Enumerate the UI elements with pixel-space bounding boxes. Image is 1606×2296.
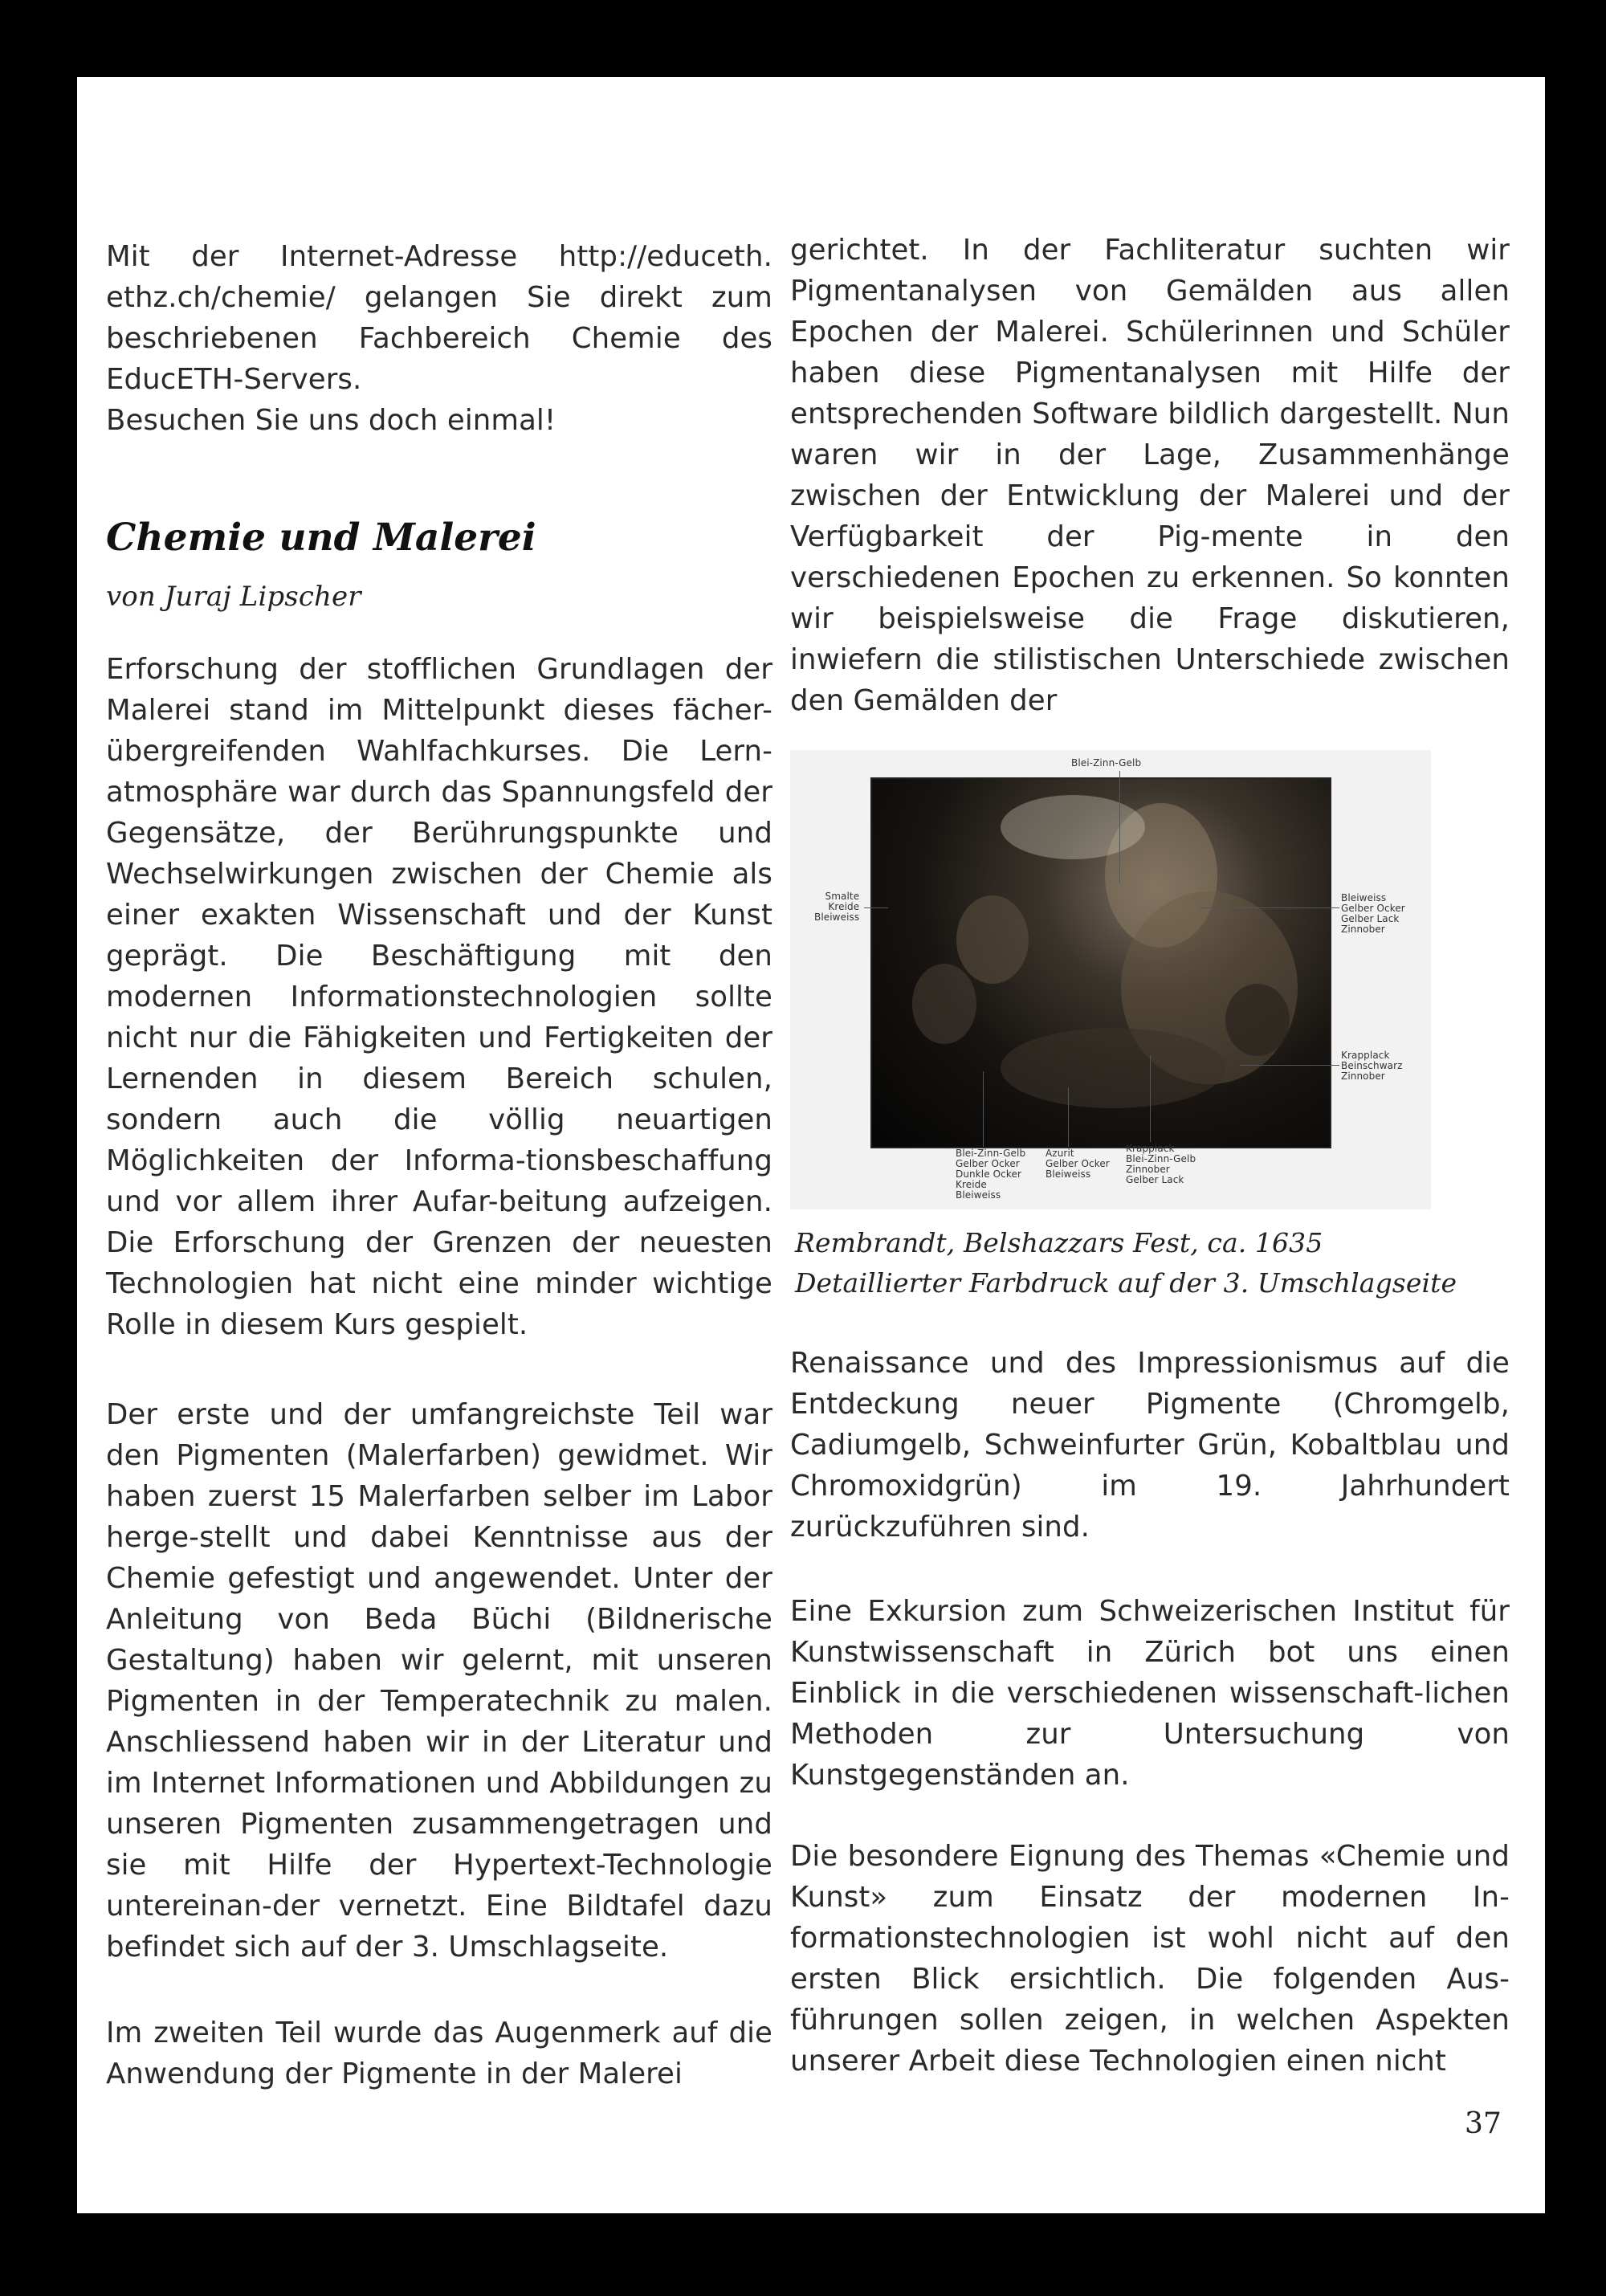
- paragraph-5: Renaissance und des Impressionismus auf die Entdeckung neuer Pigmente (Chromgelb, Cadiumgelb, Schweinfurter Grün, Kobaltblau und Chromoxidgrün) im 19. Jahrhundert zurückzuführen sind.: [790, 1347, 1510, 1544]
- page-number: 37: [1464, 2107, 1502, 2140]
- paragraph-7: Die besondere Eignung des Themas «Chemie und Kunst» zum Einsatz der modernen In-formationstechnologien ist wohl nicht auf den ersten Blick ersichtlich. Die folgenden Aus-führungen sollen zeigen, in welchen Aspekten unserer Arbeit diese Technologien einen nicht: [790, 1840, 1510, 2078]
- leader-line-right-upper: [1200, 907, 1339, 908]
- intro-visit: Besuchen Sie uns doch einmal!: [106, 404, 556, 437]
- figure-caption-line2: Detaillierter Farbdruck auf der 3. Umschlagseite: [795, 1267, 1457, 1299]
- leader-line-bottom-3: [1150, 1055, 1151, 1142]
- paragraph-1: Erforschung der stofflichen Grundlagen der Malerei stand im Mittelpunkt dieses fächer-übergreifenden Wahlfachkurses. Die Lern-atmosphäre war durch das Spannungsfeld der Gegensätze, der Berührungspunkte und Wechselwirkungen zwischen der Chemie als einer exakten Wissenschaft und der Kunst geprägt. Die Beschäftigung mit den modernen Informationstechnologien sollte nicht nur die Fähigkeiten und Fertigkeiten der Lernenden in diesem Bereich schulen, sondern auch die völlig neuartigen Möglichkeiten der Informa-tionsbeschaffung und vor allem ihrer Aufar-beitung aufzeigen. Die Erforschung der Grenzen der neuesten Technologien hat nicht eine minder wichtige Rolle in diesem Kurs gespielt.: [106, 653, 772, 1341]
- label-right-lower: Krapplack Beinschwarz Zinnober: [1341, 1050, 1403, 1082]
- leader-line-top: [1119, 771, 1120, 883]
- paragraph-2: Der erste und der umfangreichste Teil war den Pigmenten (Malerfarben) gewidmet. Wir haben zuerst 15 Malerfarben selber im Labor herge-stellt und dabei Kenntnisse aus der Chemie gefestigt und angewendet. Unter der Anleitung von Beda Büchi (Bildnerische Gestaltung) haben wir gelernt, mit unseren Pigmenten in der Temperatechnik zu malen. Anschliessend haben wir in der Literatur und im Internet Informationen und Abbildungen zu unseren Pigmenten zusammengetragen und sie mit Hilfe der Hypertext-Technologie untereinan-der vernetzt. Eine Bildtafel dazu befindet sich auf der 3. Umschlagseite.: [106, 1398, 772, 1964]
- figure-caption-line1: Rembrandt, Belshazzars Fest, ca. 1635: [795, 1227, 1323, 1258]
- label-bottom-2: Azurit Gelber Ocker Bleiweiss: [1046, 1148, 1110, 1180]
- article-title: Chemie und Malerei: [106, 516, 536, 560]
- paragraph-3: Im zweiten Teil wurde das Augenmerk auf die Anwendung der Pigmente in der Malerei: [106, 2017, 772, 2090]
- leader-line-bottom-2: [1068, 1087, 1069, 1147]
- label-right-upper: Bleiweiss Gelber Ocker Gelber Lack Zinnober: [1341, 892, 1405, 935]
- label-bottom-3: Krapplack Blei-Zinn-Gelb Zinnober Gelber Lack: [1126, 1143, 1196, 1185]
- painting-figure: [790, 750, 1431, 1209]
- label-left: Smalte Kreide Bleiweiss: [814, 891, 860, 923]
- leader-line-left: [864, 907, 888, 908]
- article-byline: von Juraj Lipscher: [106, 581, 361, 613]
- leader-line-bottom-1: [983, 1071, 984, 1147]
- painting-illustration: [872, 779, 1330, 1147]
- painting-image: [870, 777, 1331, 1148]
- label-top: Blei-Zinn-Gelb: [1071, 757, 1142, 769]
- label-bottom-1: Blei-Zinn-Gelb Gelber Ocker Dunkle Ocker Kreide Bleiweiss: [956, 1148, 1026, 1201]
- paragraph-6: Eine Exkursion zum Schweizerischen Institut für Kunstwissenschaft in Zürich bot uns einen Einblick in die verschiedenen wissenschaft-lichen Methoden zur Untersuchung von Kunstgegenständen an.: [790, 1595, 1510, 1792]
- paragraph-4: gerichtet. In der Fachliteratur suchten wir Pigmentanalysen von Gemälden aus allen Epochen der Malerei. Schülerinnen und Schüler haben diese Pigmentanalysen mit Hilfe der entsprechenden Software bildlich dargestellt. Nun waren wir in der Lage, Zusammenhänge zwischen der Entwicklung der Malerei und der Verfügbarkeit der Pig-mente in den verschiedenen Epochen zu erkennen. So konnten wir beispielsweise die Frage diskutieren, inwiefern die stilistischen Unterschiede zwischen den Gemälden der: [790, 234, 1510, 717]
- intro-text: Mit der Internet-Adresse http://educeth. ethz.ch/chemie/ gelangen Sie direkt zum beschriebenen Fachbereich Chemie des EducETH-Servers.: [106, 240, 772, 396]
- document-page: [77, 77, 1545, 2213]
- leader-line-right-lower: [1240, 1065, 1339, 1066]
